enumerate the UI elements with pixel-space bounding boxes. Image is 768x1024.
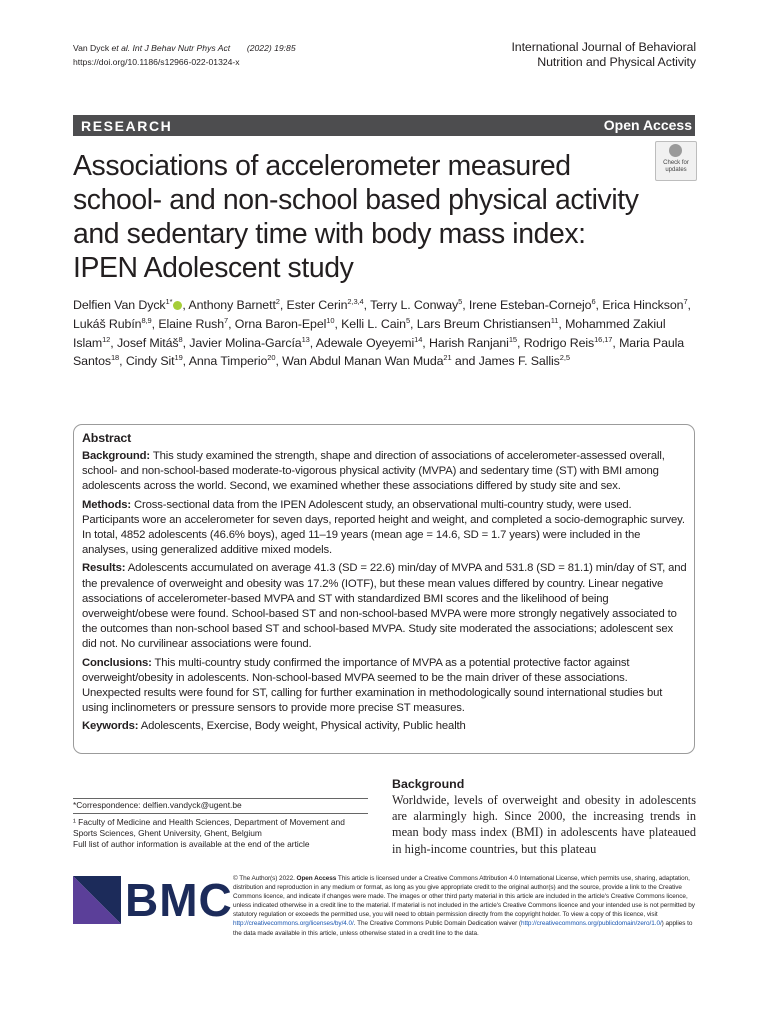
- author-affiliation-marker: 16,17: [594, 334, 613, 344]
- abstract-section: [82, 656, 687, 717]
- author-affiliation-marker: 11: [550, 315, 559, 325]
- author-affiliation-marker: 7: [683, 297, 688, 306]
- author-name: Javier Molina-García: [189, 335, 302, 350]
- author-name: Erica Hinckson: [602, 298, 684, 312]
- citation-year: (2022) 19:85: [246, 43, 296, 53]
- abstract-section-text: Cross-sectional data from the IPEN Adolescent study, an observational multi-country study, were used. Participants wore an accelerometer for seven days, reported height and weight, and completed a socio-demographic survey. In total, 4852 adolescents (46.6% boys), aged 11–19 years (mean age = 14.6, SD = 1.7 years) were included in the analyses, using generalized additive mixed models.: [82, 498, 685, 557]
- author-affiliation-marker: 2,5: [559, 353, 570, 363]
- author-name: Josef Mitáš: [116, 335, 179, 350]
- author-affiliation-marker: 13: [301, 334, 310, 344]
- license-mid: . The Creative Commons Public Domain Dedication waiver (: [353, 920, 521, 928]
- author-name: Mohammed Zakiul Islam: [73, 316, 666, 350]
- author-name: Harish Ranjani: [428, 335, 509, 350]
- author-affiliation-marker: 20: [267, 353, 276, 363]
- abstract-section-label: Results:: [82, 562, 126, 575]
- author-affiliation-marker: 2: [275, 297, 280, 306]
- abstract-section: [82, 561, 687, 652]
- author-affiliation-marker: 8,9: [141, 315, 152, 325]
- abstract-section: [82, 498, 687, 559]
- author-list: Delfien Van Dyck$^{1*}$ , Anthony Barnett$^2$, Ester Cerin$^{2,3,4}$, Terry L. Conway$^5$, Irene Esteban-Cornejo$^6$, Erica Hinckson$^7$, Lukáš Rubín$^{8,9}$, Elaine Rush$^7$, Orna Baron-Epel$^{10}$, Kelli L. Cain$^5$, Lars Breum Christiansen$^{11}$, Mohammed Zakiul Islam$^{12}$, Josef Mitáš$^8$, Javier Molina-García$^{13}$, Adewale Oyeyemi$^{14}$, Harish Ranjani$^{15}$, Rodrigo Reis$^{16,17}$, Maria Paula Santos$^{18}$, Cindy Sit$^{19}$, Anna Timperio$^{20}$, Wan Abdul Manan Wan Muda$^{21}$ and James F. Sallis$^{2,5}$: [73, 297, 691, 369]
- affiliation-text: ¹ Faculty of Medicine and Health Sciences, Department of Movement and Sports Sciences, Ghent University, Ghent, Belgium: [73, 817, 345, 838]
- journal-name: [511, 40, 696, 70]
- author-name: Anthony Barnett: [188, 298, 276, 312]
- author-affiliation-marker: 1*: [165, 297, 173, 306]
- author-affiliation-marker: 8: [178, 334, 183, 344]
- author-name: Ester Cerin: [286, 298, 348, 312]
- author-name: Adewale Oyeyemi: [315, 335, 415, 350]
- author-affiliation-marker: 12: [102, 334, 111, 344]
- license-text: [233, 874, 695, 938]
- abstract-section-label: Methods:: [82, 498, 132, 511]
- abstract-section-text: This study examined the strength, shape and direction of associations of accelerometer-assessed overall, school- and non-school-based moderate-to-vigorous physical activity (MVPA) and sedentary time (ST) with BMI among adolescents across the world. Second, we examined whether these associations differed by study site and sex.: [82, 450, 665, 493]
- affiliation-footnote: [73, 817, 363, 849]
- citation-authors: Van Dyck: [73, 43, 112, 53]
- license-suffix: ) applies to the data made available in this article, unless otherwise stated in a credit line to the data.: [233, 920, 693, 937]
- abstract-section: [82, 719, 687, 734]
- author-name: Elaine Rush: [158, 316, 225, 331]
- check-for-updates-line1: Check for: [663, 160, 689, 166]
- correspondence-note: *Correspondence: delfien.vandyck@ugent.be: [73, 800, 242, 810]
- author-name: Terry L. Conway: [370, 298, 459, 312]
- journal-name-line2: Nutrition and Physical Activity: [537, 55, 696, 69]
- abstract-section: [82, 449, 687, 495]
- abstract-section-text: Adolescents accumulated on average 41.3 (SD = 22.6) min/day of MVPA and 531.8 (SD = 81.1) min/day of ST, and the prevalence of overweight and obesity was 17.2% (IOTF), but these mean values differed by country. Linear negative associations of accelerometer-based MVPA and ST with standardized BMI scores and the likelihood of being overweight/obese were found. School-based ST and non-school-based MVPA were more strongly negatively associated to the outcomes than non-school based ST and school-based MVPA. Study site moderated the associations; adolescent sex did not. No curvilinear associations were found.: [82, 562, 687, 651]
- author-name: Delfien Van Dyck: [73, 298, 166, 312]
- author-affiliation-marker: 10: [326, 315, 335, 325]
- author-list-and: and: [451, 354, 479, 369]
- journal-name-line1: International Journal of Behavioral: [511, 40, 696, 54]
- author-name: Irene Esteban-Cornejo: [468, 298, 592, 312]
- abstract-section-text: This multi-country study confirmed the importance of MVPA as a potential protective factor against overweight/obesity in adolescents. Non-school-based MVPA seemed to be the main driver of these associations. Unexpected results were found for ST, calling for further examination in methodologically sound international studies but using inclinometers or pressure sensors to provide more precise ST measures.: [82, 656, 663, 715]
- running-header: [73, 41, 296, 69]
- license-link-cc0[interactable]: http://creativecommons.org/publicdomain/zero/1.0/: [520, 920, 662, 928]
- author-affiliation-marker: 7: [224, 315, 229, 325]
- author-affiliation-marker: 21: [443, 353, 452, 363]
- background-heading: Background: [392, 777, 465, 791]
- author-name: Orna Baron-Epel: [234, 316, 327, 331]
- abstract-section-label: Keywords:: [82, 720, 139, 733]
- abstract-section-label: Background:: [82, 450, 151, 462]
- author-affiliation-marker: 18: [110, 353, 120, 363]
- bmc-logo-icon: [73, 876, 121, 924]
- check-for-updates-icon: [669, 144, 682, 157]
- doi-link[interactable]: https://doi.org/10.1186/s12966-022-01324-x: [73, 57, 240, 67]
- orcid-icon[interactable]: [173, 301, 182, 310]
- author-affiliation-marker: 15: [508, 334, 517, 344]
- author-name: James F. Sallis: [478, 354, 560, 369]
- abstract: [82, 431, 687, 738]
- author-name: Lukáš Rubín: [73, 316, 142, 331]
- full-list-note: Full list of author information is available at the end of the article: [73, 838, 310, 849]
- abstract-sections: [82, 449, 687, 735]
- abstract-section-text: Adolescents, Exercise, Body weight, Physical activity, Public health: [140, 720, 466, 733]
- license-body: This article is licensed under a Creative Commons Attribution 4.0 International License, which permits use, sharing, adaptation, distribution and reproduction in any medium or format, as long as you give appropriate credit to the original author(s) and the source, provide a link to the Creative Commons licence, and indicate if changes were made. The images or other third party material in this article are included in the article's Creative Commons licence, unless indicated otherwise in a credit line to the material. If material is not included in the article's Creative Commons licence and your intended use is not permitted by statutory regulation or exceeds the permitted use, you will need to obtain permission directly from the copyright holder. To view a copy of this licence, visit: [233, 875, 695, 919]
- author-affiliation-marker: 5: [458, 297, 463, 306]
- license-open-access: Open Access: [296, 875, 337, 882]
- citation-journal: et al. Int J Behav Nutr Phys Act: [111, 43, 231, 53]
- author-name: Kelli L. Cain: [341, 316, 406, 331]
- article-title: Associations of accelerometer measured school- and non-school based physical activity and sedentary time with body mass index: IPEN Adolescent study: [73, 150, 639, 284]
- author-affiliation-marker: 2,3,4: [347, 297, 364, 306]
- bmc-logo-text: BMC: [125, 874, 233, 926]
- author-name: Wan Abdul Manan Wan Muda: [282, 354, 444, 369]
- author-name: Rodrigo Reis: [523, 335, 595, 350]
- author-affiliation-marker: 5: [405, 315, 411, 325]
- author-name: Lars Breum Christiansen: [416, 316, 551, 331]
- article-type-label: RESEARCH: [81, 118, 173, 134]
- author-affiliation-marker: 19: [174, 353, 183, 363]
- abstract-section-label: Conclusions:: [82, 656, 152, 669]
- author-name: Maria Paula Santos: [73, 335, 685, 369]
- license-prefix: © The Author(s) 2022.: [233, 875, 297, 882]
- footnote-divider: [73, 798, 368, 799]
- author-affiliation-marker: 6: [591, 297, 596, 306]
- background-paragraph: Worldwide, levels of overweight and obesity in adolescents are alarmingly high. Since 2000, the increasing trends in mean body mass index (BMI) in adolescents have plateaued in high-income countries, but this plateau: [392, 793, 696, 856]
- open-access-label: Open Access: [603, 117, 692, 133]
- abstract-heading: Abstract: [82, 431, 132, 445]
- check-for-updates-line2: updates: [665, 166, 687, 173]
- license-link-cc-by[interactable]: http://creativecommons.org/licenses/by/4.0/: [233, 920, 354, 928]
- check-for-updates-text: [655, 160, 697, 173]
- author-affiliation-marker: 14: [414, 334, 423, 344]
- author-name: Cindy Sit: [125, 354, 175, 369]
- author-name: Anna Timperio: [188, 354, 268, 369]
- footnote-divider-2: [73, 813, 368, 814]
